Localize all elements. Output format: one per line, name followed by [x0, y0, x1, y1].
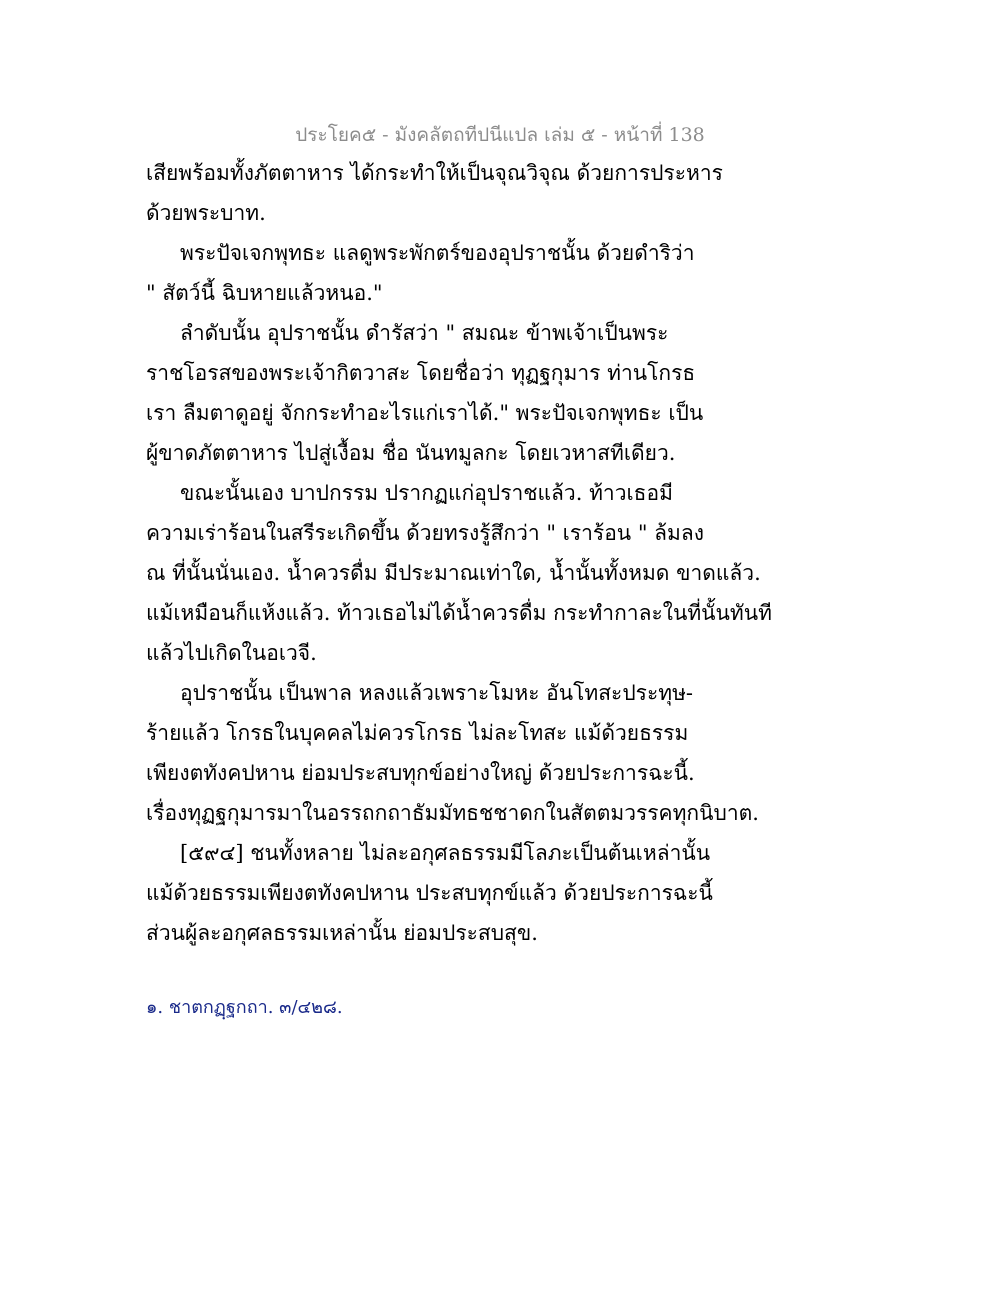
text-line: แล้วไปเกิดในอเวจี. — [146, 641, 317, 665]
page-header — [0, 121, 1000, 149]
text-line: ราชโอรสของพระเจ้ากิตวาสะ โดยชื่อว่า ทุฏฐกุมาร ท่านโกรธ — [146, 361, 696, 385]
text-line: ความเร่าร้อนในสรีระเกิดขึ้น ด้วยทรงรู้สึกว่า " เราร้อน " ล้มลง — [146, 521, 705, 545]
text-line: ณ ที่นั้นนั่นเอง. น้ำควรดื่ม มีประมาณเท่าใด, น้ำนั้นทั้งหมด ขาดแล้ว. — [146, 561, 761, 585]
text-line: " สัตว์นี้ ฉิบหายแล้วหนอ." — [146, 281, 383, 305]
text-line: ร้ายแล้ว โกรธในบุคคลไม่ควรโกรธ ไม่ละโทสะ แม้ด้วยธรรม — [146, 721, 689, 745]
text-line: แม้ด้วยธรรมเพียงตทังคปหาน ประสบทุกข์แล้ว ด้วยประการฉะนี้ — [146, 881, 713, 905]
running-header-text: ประโยค๕ - มังคลัตถทีปนีแปล เล่ม ๕ - หน้าที่ 138 — [295, 124, 705, 146]
text-line: เรา ลืมตาดูอยู่ จักกระทำอะไรแก่เราได้." พระปัจเจกพุทธะ เป็น — [146, 401, 704, 425]
paragraph-start-line: ลำดับนั้น อุปราชนั้น ดำรัสว่า " สมณะ ข้าพเจ้าเป็นพระ — [180, 321, 669, 345]
text-line: เรื่องทุฏฐกุมารมาในอรรถกถาธัมมัทธชชาดกในสัตตมวรรคทุกนิบาต. — [146, 801, 759, 825]
paragraph-start-line: ขณะนั้นเอง บาปกรรม ปรากฏแก่อุปราชแล้ว. ท้าวเธอมี — [180, 481, 673, 505]
paragraph-start-line: พระปัจเจกพุทธะ แลดูพระพักตร์ของอุปราชนั้น ด้วยดำริว่า — [180, 241, 695, 265]
text-line: เสียพร้อมทั้งภัตตาหาร ได้กระทำให้เป็นจุณวิจุณ ด้วยการประหาร — [146, 161, 723, 185]
text-line: เพียงตทังคปหาน ย่อมประสบทุกข์อย่างใหญ่ ด้วยประการฉะนี้. — [146, 761, 695, 785]
text-line: ด้วยพระบาท. — [146, 201, 266, 225]
text-line: ผู้ขาดภัตตาหาร ไปสู่เงื้อม ชื่อ นันทมูลกะ โดยเวหาสทีเดียว. — [146, 441, 676, 465]
paragraph-start-line: อุปราชนั้น เป็นพาล หลงแล้วเพราะโมหะ อันโทสะประทุษ- — [180, 681, 694, 705]
main-text — [146, 157, 866, 957]
paragraph-start-line: [๕๙๔] ชนทั้งหลาย ไม่ละอกุศลธรรมมีโลภะเป็นต้นเหล่านั้น — [180, 841, 711, 865]
text-line: แม้เหมือนก็แห้งแล้ว. ท้าวเธอไม่ได้น้ำควรดื่ม กระทำกาละในที่นั้นทันที — [146, 601, 772, 625]
footnote: ๑. ชาตกฏฺฐกถา. ๓/๔๒๘. — [146, 997, 343, 1018]
text-line: ส่วนผู้ละอกุศลธรรมเหล่านั้น ย่อมประสบสุข. — [146, 921, 538, 945]
